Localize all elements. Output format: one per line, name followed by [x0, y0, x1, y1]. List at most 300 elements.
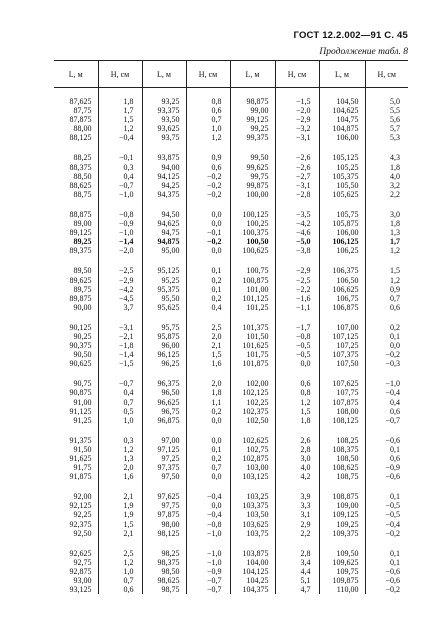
length-cell: 104,00 [230, 558, 275, 567]
table-row [54, 359, 408, 368]
height-cell: 0,2 [186, 407, 230, 416]
spacer-cell [98, 199, 142, 210]
length-cell: 97,125 [142, 445, 186, 454]
length-cell: 105,50 [319, 181, 365, 190]
height-cell: −3,1 [98, 323, 142, 332]
length-cell: 98,875 [230, 88, 275, 107]
page-header-standard: ГОСТ 12.2.002—91 С. 45 [293, 30, 408, 41]
length-cell: 107,75 [319, 388, 365, 397]
length-cell: 107,875 [319, 398, 365, 407]
height-cell: 0,4 [186, 303, 230, 312]
length-cell: 90,625 [69, 359, 92, 369]
length-cell: 95,00 [142, 246, 186, 255]
column-header: H, см [365, 61, 408, 88]
spacer-cell [275, 538, 319, 549]
length-cell: 94,25 [142, 181, 186, 190]
height-cell: 3,7 [98, 303, 142, 312]
height-cell: −1,4 [98, 350, 142, 359]
height-cell: 0,7 [98, 576, 142, 585]
column-header: H, см [275, 61, 319, 88]
length-cell: 102,125 [230, 388, 275, 397]
height-cell: −0,8 [186, 520, 230, 529]
height-cell: 1,3 [365, 228, 408, 237]
height-cell: 1,1 [186, 398, 230, 407]
height-cell: −0,4 [98, 133, 142, 142]
spacer-cell [319, 255, 365, 266]
height-cell: 1,7 [365, 237, 408, 246]
length-cell: 87,75 [73, 106, 92, 116]
table-row [54, 115, 408, 124]
height-cell: −4,2 [275, 219, 319, 228]
length-cell: 91,00 [73, 397, 92, 407]
height-cell: 1,0 [98, 416, 142, 425]
length-cell: 88,125 [69, 133, 92, 143]
height-cell: 1,5 [98, 115, 142, 124]
height-cell: 0,5 [98, 407, 142, 416]
height-cell: −2,9 [275, 266, 319, 275]
length-cell: 106,875 [319, 303, 365, 312]
length-cell: 88,00 [73, 124, 92, 134]
length-cell: 94,875 [142, 237, 186, 246]
height-cell: 2,8 [275, 549, 319, 558]
spacer-cell [230, 312, 275, 323]
length-cell: 106,25 [319, 246, 365, 255]
height-cell: −0,2 [186, 237, 230, 246]
length-cell: 88,50 [73, 171, 92, 181]
length-cell: 104,625 [319, 106, 365, 115]
length-cell: 92,375 [69, 519, 92, 529]
length-cell: 109,00 [319, 501, 365, 510]
length-cell: 107,50 [319, 359, 365, 368]
height-cell: −0,4 [186, 510, 230, 519]
height-cell: 4,3 [365, 153, 408, 162]
group-spacer [54, 538, 408, 549]
spacer-cell [142, 255, 186, 266]
height-cell: −3,1 [275, 133, 319, 142]
height-cell: 3,3 [275, 501, 319, 510]
length-cell: 89,875 [69, 293, 92, 303]
length-cell: 93,50 [142, 115, 186, 124]
spacer-cell [230, 199, 275, 210]
length-cell: 87,625 [69, 97, 92, 106]
length-cell: 98,00 [142, 520, 186, 529]
height-cell: 0,0 [186, 219, 230, 228]
height-cell: −0,6 [365, 472, 408, 481]
length-cell: 104,125 [230, 567, 275, 576]
spacer-cell [186, 312, 230, 323]
length-cell: 97,50 [142, 472, 186, 481]
height-cell: −1,1 [275, 303, 319, 312]
table-row [54, 106, 408, 115]
group-spacer [54, 142, 408, 153]
spacer-cell [142, 199, 186, 210]
height-cell: 5,5 [365, 106, 408, 115]
length-cell: 99,25 [230, 124, 275, 133]
height-cell: 1,2 [98, 558, 142, 567]
group-spacer [54, 312, 408, 323]
length-cell: 90,00 [73, 302, 92, 312]
height-cell: 1,0 [186, 124, 230, 133]
length-cell: 100,875 [230, 276, 275, 285]
length-cell: 93,375 [142, 106, 186, 115]
column-header: L, м [142, 61, 186, 88]
height-cell: 1,2 [275, 398, 319, 407]
length-cell: 108,00 [319, 407, 365, 416]
height-cell: 1,5 [186, 350, 230, 359]
length-cell: 108,125 [319, 416, 365, 425]
length-cell: 108,75 [319, 472, 365, 481]
length-cell: 89,625 [69, 275, 92, 285]
length-cell: 93,00 [73, 576, 92, 586]
height-cell: 0,2 [186, 276, 230, 285]
height-cell: 3,2 [365, 181, 408, 190]
length-cell: 102,375 [230, 407, 275, 416]
spacer-cell [54, 312, 98, 323]
length-cell: 110,00 [319, 585, 365, 594]
spacer-cell [365, 481, 408, 492]
spacer-cell [230, 255, 275, 266]
spacer-cell [275, 425, 319, 436]
length-cell: 93,25 [142, 88, 186, 107]
height-cell: −3,5 [275, 210, 319, 219]
height-cell: 0,1 [186, 285, 230, 294]
table-row [54, 379, 408, 388]
length-cell: 100,00 [230, 190, 275, 199]
height-cell: 4,2 [275, 472, 319, 481]
spacer-cell [275, 255, 319, 266]
length-cell: 99,125 [230, 115, 275, 124]
height-cell: 0,1 [365, 549, 408, 558]
height-cell: −0,6 [365, 576, 408, 585]
height-cell: −4,2 [98, 285, 142, 294]
length-cell: 100,75 [230, 266, 275, 275]
height-cell: −0,9 [98, 219, 142, 228]
table-row [54, 303, 408, 312]
table-row [54, 445, 408, 454]
length-cell: 104,50 [319, 88, 365, 107]
length-cell: 103,125 [230, 472, 275, 481]
height-cell: 1,2 [186, 133, 230, 142]
table-row [54, 210, 408, 219]
table-row [54, 501, 408, 510]
length-cell: 95,25 [142, 276, 186, 285]
length-cell: 104,75 [319, 115, 365, 124]
spacer-cell [142, 312, 186, 323]
length-cell: 103,375 [230, 501, 275, 510]
height-cell: −0,7 [98, 379, 142, 388]
height-cell: −0,5 [365, 501, 408, 510]
height-cell: 1,9 [98, 501, 142, 510]
spacer-cell [319, 142, 365, 153]
height-cell: 1,2 [98, 445, 142, 454]
length-cell: 103,625 [230, 520, 275, 529]
height-cell: 2,0 [98, 463, 142, 472]
length-cell: 96,50 [142, 388, 186, 397]
height-cell: −0,7 [186, 585, 230, 594]
length-cell: 92,625 [69, 548, 92, 558]
length-cell: 108,875 [319, 492, 365, 501]
length-cell: 98,625 [142, 576, 186, 585]
height-cell: −0,1 [186, 228, 230, 237]
height-cell: −1,5 [275, 88, 319, 107]
length-cell: 93,625 [142, 124, 186, 133]
spacer-cell [54, 481, 98, 492]
table-row [54, 163, 408, 172]
spacer-cell [186, 538, 230, 549]
length-cell: 101,00 [230, 285, 275, 294]
length-cell: 102,00 [230, 379, 275, 388]
height-cell: 0,6 [98, 585, 142, 594]
spacer-cell [98, 368, 142, 379]
length-cell: 97,75 [142, 501, 186, 510]
spacer-cell [142, 538, 186, 549]
length-cell: 94,125 [142, 172, 186, 181]
length-cell: 102,875 [230, 454, 275, 463]
length-cell: 102,75 [230, 445, 275, 454]
group-spacer [54, 425, 408, 436]
height-cell: 2,9 [275, 520, 319, 529]
length-cell: 106,625 [319, 285, 365, 294]
length-cell: 97,625 [142, 492, 186, 501]
height-cell: 1,8 [98, 88, 142, 107]
height-cell: 4,4 [275, 567, 319, 576]
height-cell: 2,1 [98, 529, 142, 538]
height-cell: 0,6 [365, 454, 408, 463]
data-table [54, 60, 408, 594]
height-cell: 5,0 [365, 88, 408, 107]
table-row [54, 341, 408, 350]
spacer-cell [319, 199, 365, 210]
height-cell: 5,3 [365, 133, 408, 142]
height-cell: 0,2 [186, 294, 230, 303]
height-cell: 0,6 [275, 379, 319, 388]
table-row [54, 454, 408, 463]
length-cell: 87,875 [69, 115, 92, 125]
spacer-cell [54, 368, 98, 379]
height-cell: 0,0 [186, 416, 230, 425]
spacer-cell [275, 312, 319, 323]
height-cell: −0,2 [365, 350, 408, 359]
length-cell: 98,75 [142, 585, 186, 594]
length-cell: 96,875 [142, 416, 186, 425]
height-cell: −1,0 [365, 379, 408, 388]
length-cell: 91,50 [73, 444, 92, 454]
table-row [54, 219, 408, 228]
height-cell: −4,6 [275, 228, 319, 237]
height-cell: −1,7 [275, 323, 319, 332]
spacer-cell [365, 255, 408, 266]
height-cell: 0,1 [186, 266, 230, 275]
length-cell: 106,50 [319, 276, 365, 285]
length-cell: 109,375 [319, 529, 365, 538]
length-cell: 95,75 [142, 323, 186, 332]
length-cell: 107,375 [319, 350, 365, 359]
height-cell: −1,0 [186, 549, 230, 558]
spacer-cell [319, 368, 365, 379]
length-cell: 107,125 [319, 332, 365, 341]
height-cell: 2,0 [186, 332, 230, 341]
height-cell: 0,7 [98, 398, 142, 407]
height-cell: −0,2 [186, 172, 230, 181]
spacer-cell [275, 368, 319, 379]
length-cell: 93,125 [69, 585, 92, 595]
height-cell: 1,2 [365, 276, 408, 285]
length-cell: 96,25 [142, 359, 186, 368]
height-cell: −0,2 [186, 181, 230, 190]
length-cell: 100,125 [230, 210, 275, 219]
table-row [54, 388, 408, 397]
length-cell: 109,50 [319, 549, 365, 558]
length-cell: 92,00 [73, 492, 92, 502]
table-row [54, 407, 408, 416]
height-cell: 0,0 [365, 341, 408, 350]
spacer-cell [142, 142, 186, 153]
table-row [54, 549, 408, 558]
group-spacer [54, 368, 408, 379]
height-cell: −2,5 [98, 266, 142, 275]
length-cell: 88,25 [73, 153, 92, 163]
table-row [54, 567, 408, 576]
spacer-cell [365, 368, 408, 379]
length-cell: 103,25 [230, 492, 275, 501]
length-cell: 99,75 [230, 172, 275, 181]
height-cell: −0,8 [275, 332, 319, 341]
length-cell: 103,50 [230, 510, 275, 519]
height-cell: 0,6 [186, 106, 230, 115]
table-row [54, 237, 408, 246]
table-row [54, 246, 408, 255]
length-cell: 101,50 [230, 332, 275, 341]
length-cell: 100,625 [230, 246, 275, 255]
length-cell: 92,125 [69, 501, 92, 511]
height-cell: 0,1 [186, 445, 230, 454]
length-cell: 101,25 [230, 303, 275, 312]
spacer-cell [98, 538, 142, 549]
length-cell: 97,875 [142, 510, 186, 519]
length-cell: 104,25 [230, 576, 275, 585]
length-cell: 96,00 [142, 341, 186, 350]
height-cell: 0,7 [365, 294, 408, 303]
table-row [54, 492, 408, 501]
length-cell: 108,25 [319, 436, 365, 445]
length-cell: 97,25 [142, 454, 186, 463]
length-cell: 94,625 [142, 219, 186, 228]
height-cell: 0,0 [275, 359, 319, 368]
height-cell: −0,9 [365, 463, 408, 472]
height-cell: 0,0 [186, 472, 230, 481]
height-cell: −3,1 [275, 181, 319, 190]
length-cell: 103,875 [230, 549, 275, 558]
height-cell: 0,6 [186, 163, 230, 172]
height-cell: 1,8 [275, 416, 319, 425]
height-cell: 1,8 [186, 388, 230, 397]
spacer-cell [98, 425, 142, 436]
spacer-cell [54, 199, 98, 210]
length-cell: 88,625 [69, 180, 92, 190]
spacer-cell [142, 425, 186, 436]
length-cell: 96,625 [142, 398, 186, 407]
height-cell: 0,3 [98, 436, 142, 445]
height-cell: −2,9 [98, 276, 142, 285]
group-spacer [54, 199, 408, 210]
length-cell: 96,375 [142, 379, 186, 388]
spacer-cell [98, 312, 142, 323]
length-cell: 88,875 [69, 209, 92, 219]
height-cell: −0,5 [365, 510, 408, 519]
height-cell: 0,8 [275, 388, 319, 397]
length-cell: 106,375 [319, 266, 365, 275]
spacer-cell [319, 538, 365, 549]
length-cell: 90,875 [69, 388, 92, 398]
table-body [54, 88, 408, 595]
length-cell: 98,375 [142, 558, 186, 567]
height-cell: −2,2 [275, 285, 319, 294]
length-cell: 97,375 [142, 463, 186, 472]
length-cell: 94,50 [142, 210, 186, 219]
spacer-cell [54, 142, 98, 153]
height-cell: −1,0 [186, 529, 230, 538]
table-row [54, 350, 408, 359]
table-row [54, 153, 408, 162]
length-cell: 91,625 [69, 454, 92, 463]
length-cell: 105,375 [319, 172, 365, 181]
length-cell: 102,50 [230, 416, 275, 425]
length-cell: 102,625 [230, 436, 275, 445]
height-cell: −1,6 [275, 294, 319, 303]
spacer-cell [230, 481, 275, 492]
height-cell: 0,4 [98, 388, 142, 397]
length-cell: 106,00 [319, 228, 365, 237]
height-cell: 1,2 [365, 246, 408, 255]
spacer-cell [186, 425, 230, 436]
length-cell: 99,50 [230, 153, 275, 162]
length-cell: 99,00 [230, 106, 275, 115]
length-cell: 91,125 [69, 406, 92, 416]
height-cell: 2,1 [98, 492, 142, 501]
table-caption: Продолжение табл. 8 [319, 47, 408, 57]
height-cell: −0,3 [365, 359, 408, 368]
table-row [54, 228, 408, 237]
height-cell: 2,0 [186, 379, 230, 388]
length-cell: 101,125 [230, 294, 275, 303]
height-cell: 2,5 [98, 549, 142, 558]
height-cell: 1,8 [365, 219, 408, 228]
height-cell: −0,4 [186, 492, 230, 501]
table-row [54, 576, 408, 585]
spacer-cell [365, 199, 408, 210]
table-row [54, 398, 408, 407]
height-cell: 5,7 [365, 124, 408, 133]
height-cell: 1,6 [98, 472, 142, 481]
length-cell: 107,625 [319, 379, 365, 388]
length-cell: 101,75 [230, 350, 275, 359]
height-cell: −0,9 [186, 567, 230, 576]
spacer-cell [186, 368, 230, 379]
length-cell: 94,00 [142, 163, 186, 172]
length-cell: 107,25 [319, 341, 365, 350]
length-cell: 90,375 [69, 341, 92, 351]
height-cell: 5,6 [365, 115, 408, 124]
length-cell: 98,25 [142, 549, 186, 558]
column-header: L, м [54, 61, 98, 88]
length-cell: 102,25 [230, 398, 275, 407]
height-cell: 1,8 [365, 163, 408, 172]
height-cell: 0,7 [186, 463, 230, 472]
table-row [54, 124, 408, 133]
length-cell: 92,50 [73, 528, 92, 538]
height-cell: −0,7 [186, 576, 230, 585]
height-cell: 0,0 [186, 501, 230, 510]
